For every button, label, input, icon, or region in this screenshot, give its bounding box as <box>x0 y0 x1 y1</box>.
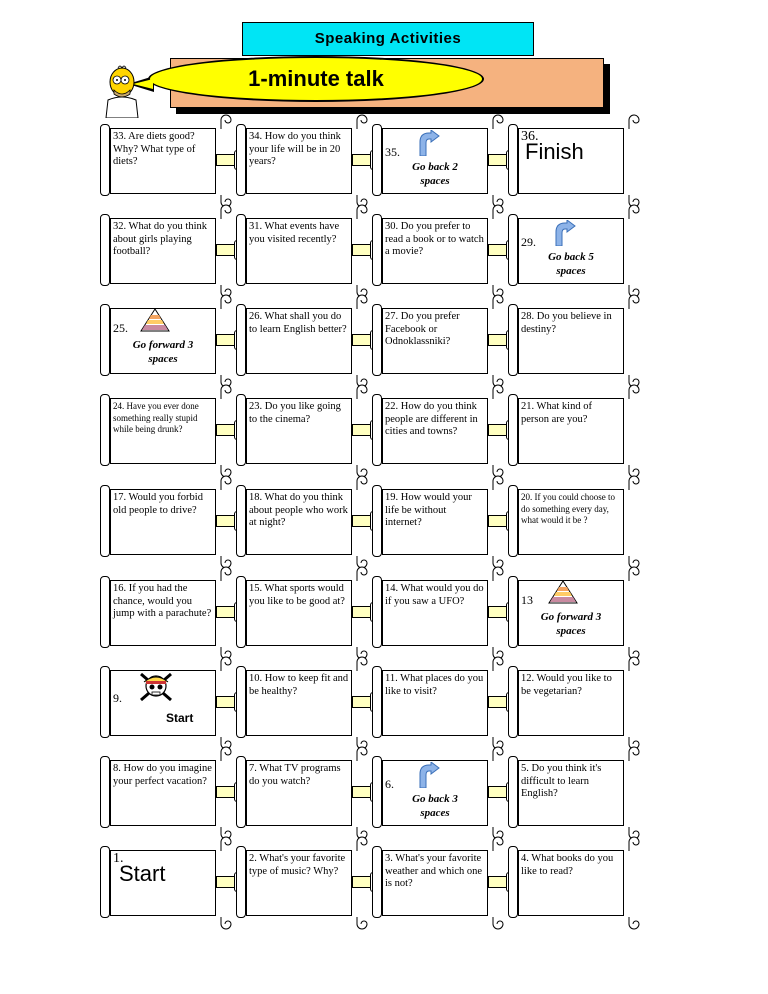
scroll-curl-top-icon <box>220 475 232 491</box>
square-number: 35. <box>385 145 400 159</box>
board-square-18 <box>236 485 362 557</box>
board-square-33 <box>100 124 226 196</box>
board-square-32 <box>100 214 226 286</box>
scroll-curl-top-icon <box>356 566 368 582</box>
scroll-roll-left <box>508 124 518 196</box>
board-square-11 <box>372 666 498 738</box>
board-square-20 <box>508 485 634 557</box>
scroll-roll-left <box>236 394 246 466</box>
square-question: 32. What do you think about girls playing football? <box>113 221 208 257</box>
square-number: 9. <box>113 691 122 705</box>
scroll-curl-top-icon <box>628 384 640 400</box>
board-square-12 <box>508 666 634 738</box>
scroll-curl-top-icon <box>492 384 504 400</box>
scroll-curl-top-icon <box>628 294 640 310</box>
board-square-8 <box>100 756 226 828</box>
square-question: 17. Would you forbid old people to drive? <box>113 492 203 516</box>
square-question: 11. What places do you like to visit? <box>385 673 484 697</box>
square-big-label: Finish <box>525 139 584 164</box>
scroll-curl-bottom-icon <box>220 916 232 930</box>
board-square-16 <box>100 576 226 648</box>
scroll-roll-left <box>236 576 246 648</box>
scroll-curl-top-icon <box>356 656 368 672</box>
board-square-35 <box>372 124 498 196</box>
board-square-19 <box>372 485 498 557</box>
board-square-36 <box>508 124 634 196</box>
square-question: 24. Have you ever done something really stupid while being drunk? <box>113 401 199 434</box>
square-question: 4. What books do you like to read? <box>521 853 614 877</box>
square-question: 16. If you had the chance, would you jump with a parachute? <box>113 583 212 619</box>
board-square-15 <box>236 576 362 648</box>
square-question: 10. How to keep fit and be healthy? <box>249 673 349 697</box>
square-question: 27. Do you prefer Facebook or Odnoklassniki? <box>385 311 460 347</box>
square-question: 30. Do you prefer to read a book or to watch a movie? <box>385 221 484 257</box>
board-square-7 <box>236 756 362 828</box>
scroll-curl-top-icon <box>628 566 640 582</box>
scroll-roll-left <box>372 846 382 918</box>
square-number: 1. <box>113 851 124 866</box>
square-question: 8. How do you imagine your perfect vacation? <box>113 763 212 787</box>
scroll-curl-top-icon <box>220 204 232 220</box>
homer-character-icon <box>100 64 144 118</box>
scroll-roll-left <box>100 576 110 648</box>
scroll-curl-top-icon <box>220 746 232 762</box>
square-action: Go back 2 spaces <box>412 161 458 187</box>
pyramid-icon <box>548 580 578 604</box>
scroll-curl-top-icon <box>220 566 232 582</box>
scroll-roll-left <box>372 394 382 466</box>
scroll-roll-left <box>372 124 382 196</box>
square-question: 23. Do you like going to the cinema? <box>249 401 341 425</box>
scroll-curl-top-icon <box>356 294 368 310</box>
scroll-curl-top-icon <box>220 114 232 130</box>
scroll-curl-top-icon <box>220 384 232 400</box>
scroll-roll-left <box>236 124 246 196</box>
go-back-arrow-icon <box>416 130 440 156</box>
board-square-3 <box>372 846 498 918</box>
scroll-roll-left <box>372 485 382 557</box>
scroll-curl-top-icon <box>492 204 504 220</box>
board-square-24 <box>100 394 226 466</box>
square-question: 33. Are diets good? Why? What type of diets? <box>113 131 196 167</box>
scroll-curl-top-icon <box>628 114 640 130</box>
scroll-roll-left <box>372 666 382 738</box>
board-square-9 <box>100 666 226 738</box>
scroll-roll-left <box>508 485 518 557</box>
square-number: 6. <box>385 777 394 791</box>
scroll-roll-left <box>236 756 246 828</box>
scroll-roll-left <box>100 756 110 828</box>
scroll-roll-left <box>508 666 518 738</box>
board-square-26 <box>236 304 362 376</box>
scroll-roll-left <box>100 666 110 738</box>
square-question: 26. What shall you do to learn English better? <box>249 311 347 335</box>
header-banner: Speaking Activities <box>242 22 534 56</box>
scroll-roll-left <box>372 576 382 648</box>
scroll-roll-left <box>100 214 110 286</box>
board-square-1 <box>100 846 226 918</box>
scroll-roll-left <box>372 214 382 286</box>
scroll-curl-top-icon <box>492 656 504 672</box>
scroll-roll-left <box>236 304 246 376</box>
scroll-curl-top-icon <box>492 746 504 762</box>
scroll-roll-left <box>372 756 382 828</box>
square-question: 18. What do you think about people who work at night? <box>249 492 348 528</box>
square-action: Go back 5 spaces <box>548 251 594 277</box>
scroll-roll-left <box>236 214 246 286</box>
scroll-roll-left <box>508 214 518 286</box>
square-question: 14. What would you do if you saw a UFO? <box>385 583 484 607</box>
square-question: 22. How do you think people are different in cities and towns? <box>385 401 478 437</box>
board-square-17 <box>100 485 226 557</box>
board-square-34 <box>236 124 362 196</box>
square-number: 29. <box>521 235 536 249</box>
board-square-4 <box>508 846 634 918</box>
scroll-curl-top-icon <box>628 836 640 852</box>
square-number: 13 <box>521 593 533 607</box>
scroll-curl-top-icon <box>356 204 368 220</box>
square-action: Go forward 3 spaces <box>540 611 602 637</box>
scroll-curl-top-icon <box>356 475 368 491</box>
scroll-curl-top-icon <box>628 746 640 762</box>
scroll-curl-top-icon <box>492 836 504 852</box>
page-title: 1-minute talk <box>148 56 484 102</box>
board-square-21 <box>508 394 634 466</box>
square-question: 5. Do you think it's difficult to learn English? <box>521 763 602 799</box>
square-action: Start <box>166 711 194 725</box>
scroll-roll-left <box>236 666 246 738</box>
square-question: 28. Do you believe in destiny? <box>521 311 612 335</box>
scroll-curl-top-icon <box>628 475 640 491</box>
square-action: Go forward 3 spaces <box>132 339 194 365</box>
square-question: 7. What TV programs do you watch? <box>249 763 341 787</box>
square-question: 2. What's your favorite type of music? Why? <box>249 853 346 877</box>
square-question: 21. What kind of person are you? <box>521 401 592 425</box>
scroll-curl-top-icon <box>356 836 368 852</box>
scroll-curl-top-icon <box>356 114 368 130</box>
board-square-10 <box>236 666 362 738</box>
scroll-roll-left <box>508 846 518 918</box>
scroll-curl-top-icon <box>220 836 232 852</box>
square-question: 20. If you could choose to do something every day, what would it be ? <box>521 492 615 525</box>
board-square-13 <box>508 576 634 648</box>
scroll-curl-top-icon <box>628 204 640 220</box>
scroll-curl-bottom-icon <box>356 916 368 930</box>
scroll-roll-left <box>100 124 110 196</box>
scroll-roll-left <box>508 394 518 466</box>
board-square-23 <box>236 394 362 466</box>
board-square-30 <box>372 214 498 286</box>
scroll-curl-top-icon <box>220 294 232 310</box>
go-back-arrow-icon <box>552 220 576 246</box>
scroll-roll-left <box>508 304 518 376</box>
scroll-roll-left <box>100 485 110 557</box>
square-number: 36. <box>521 129 539 144</box>
scroll-curl-top-icon <box>220 656 232 672</box>
scroll-curl-top-icon <box>492 566 504 582</box>
board-square-2 <box>236 846 362 918</box>
pyramid-icon <box>140 308 170 332</box>
scroll-curl-bottom-icon <box>628 916 640 930</box>
board-square-29 <box>508 214 634 286</box>
scroll-roll-left <box>100 304 110 376</box>
scroll-curl-top-icon <box>628 656 640 672</box>
square-action: Go back 3 spaces <box>412 793 458 819</box>
scroll-curl-bottom-icon <box>492 916 504 930</box>
scroll-curl-top-icon <box>492 114 504 130</box>
square-question: 12. Would you like to be vegetarian? <box>521 673 612 697</box>
square-number: 25. <box>113 321 128 335</box>
square-question: 15. What sports would you like to be good at? <box>249 583 345 607</box>
scroll-curl-top-icon <box>356 384 368 400</box>
square-question: 34. How do you think your life will be in 20 years? <box>249 131 341 167</box>
scroll-roll-left <box>508 576 518 648</box>
scroll-roll-left <box>236 485 246 557</box>
square-question: 19. How would your life be without internet? <box>385 492 472 528</box>
scroll-roll-left <box>372 304 382 376</box>
scroll-roll-left <box>100 394 110 466</box>
go-back-arrow-icon <box>416 762 440 788</box>
board-square-28 <box>508 304 634 376</box>
scroll-curl-top-icon <box>492 475 504 491</box>
skull-crossbones-icon <box>138 670 174 709</box>
scroll-roll-left <box>236 846 246 918</box>
scroll-roll-left <box>508 756 518 828</box>
board-square-6 <box>372 756 498 828</box>
scroll-curl-top-icon <box>492 294 504 310</box>
board-square-14 <box>372 576 498 648</box>
square-question: 31. What events have you visited recently? <box>249 221 340 245</box>
square-question: 3. What's your favorite weather and which one is not? <box>385 853 483 889</box>
board-square-5 <box>508 756 634 828</box>
scroll-curl-top-icon <box>356 746 368 762</box>
square-big-label: Start <box>119 861 166 886</box>
board-square-22 <box>372 394 498 466</box>
board-square-25 <box>100 304 226 376</box>
board-square-31 <box>236 214 362 286</box>
board-square-27 <box>372 304 498 376</box>
scroll-roll-left <box>100 846 110 918</box>
